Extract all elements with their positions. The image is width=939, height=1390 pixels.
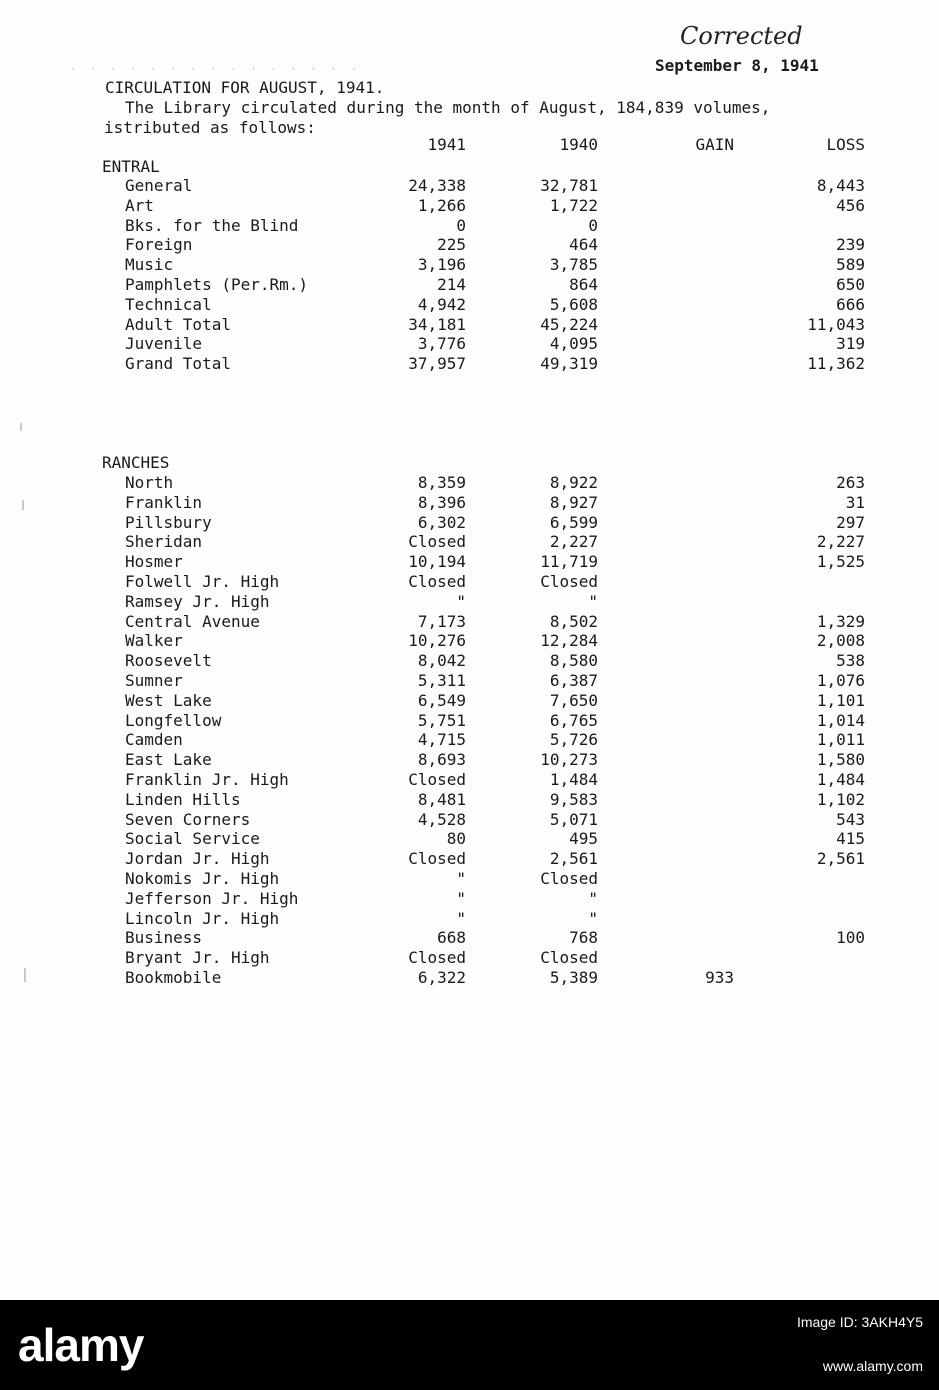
- cell-1941: ": [456, 888, 466, 908]
- row-label: Camden: [125, 730, 183, 750]
- brand-logo: alamy: [18, 1319, 144, 1371]
- scan-speck: [20, 423, 22, 431]
- cell-1940: 1,722: [549, 195, 598, 215]
- cell-loss: 319: [836, 334, 865, 354]
- row-label: Grand Total: [125, 354, 231, 374]
- row-label: Technical: [125, 294, 212, 314]
- document-date: September 8, 1941: [655, 56, 819, 75]
- row-label: Sheridan: [125, 532, 203, 552]
- cell-1940: 5,389: [549, 968, 598, 987]
- cell-1941: 8,396: [417, 492, 466, 512]
- cell-1941: 10,194: [408, 552, 466, 572]
- cell-loss: 543: [836, 809, 865, 829]
- row-label: Linden Hills: [125, 789, 241, 809]
- cell-1941: ": [456, 591, 466, 611]
- cell-loss: 415: [836, 829, 865, 849]
- cell-1941: 3,776: [417, 334, 466, 354]
- cell-1940: 864: [569, 275, 598, 294]
- row-label: Ramsey Jr. High: [125, 591, 270, 611]
- cell-loss: 11,043: [807, 314, 865, 334]
- cell-1940: 5,071: [549, 809, 598, 829]
- cell-loss: 31: [845, 492, 865, 512]
- cell-1940: 464: [569, 235, 598, 255]
- scan-speck: [24, 968, 26, 982]
- cell-loss: 1,329: [816, 611, 865, 631]
- cell-1941: 10,276: [408, 631, 466, 651]
- cell-loss: 589: [836, 255, 865, 275]
- cell-1940: 49,319: [540, 354, 598, 374]
- cell-loss: 297: [836, 512, 865, 532]
- cell-loss: 456: [836, 195, 865, 215]
- row-label: Pillsbury: [125, 512, 212, 532]
- cell-1940: 11,719: [540, 552, 598, 572]
- cell-1940: 8,502: [549, 611, 598, 631]
- row-label: Roosevelt: [125, 651, 212, 671]
- cell-1940: ": [588, 591, 598, 611]
- cell-loss: 1,014: [816, 710, 865, 730]
- row-label: East Lake: [125, 750, 212, 770]
- cell-1940: 495: [569, 829, 598, 849]
- cell-1940: 768: [569, 928, 598, 948]
- cell-1940: 9,583: [549, 789, 598, 809]
- cell-loss: 538: [836, 651, 865, 671]
- cell-1941: Closed: [408, 532, 466, 552]
- cell-1941: Closed: [408, 948, 466, 968]
- cell-1941: 5,311: [417, 671, 466, 690]
- row-label: Pamphlets (Per.Rm.): [125, 275, 309, 294]
- cell-1941: 80: [446, 829, 466, 849]
- cell-1940: 45,224: [540, 314, 598, 334]
- cell-loss: 8,443: [816, 176, 865, 195]
- cell-1940: 3,785: [549, 255, 598, 275]
- cell-1940: 8,927: [549, 492, 598, 512]
- cell-1941: 24,338: [408, 176, 466, 195]
- cell-1941: 8,042: [417, 651, 466, 671]
- cell-1941: 34,181: [408, 314, 466, 334]
- row-label: Music: [125, 255, 174, 275]
- intro-line: The Library circulated during the month of August, 184,839 volumes,: [125, 98, 771, 117]
- cell-1941: 6,302: [417, 512, 466, 532]
- row-label: Franklin: [125, 492, 203, 512]
- row-label: Jefferson Jr. High: [125, 888, 299, 908]
- row-label: Folwell Jr. High: [125, 572, 280, 591]
- cell-1940: 6,599: [549, 512, 598, 532]
- cell-1941: 668: [437, 928, 466, 948]
- cell-loss: 1,484: [816, 770, 865, 789]
- cell-1941: ": [456, 869, 466, 888]
- cell-1941: 4,942: [417, 294, 466, 314]
- cell-loss: 650: [836, 275, 865, 294]
- document-title: CIRCULATION FOR AUGUST, 1941.: [105, 78, 385, 97]
- cell-1940: 0: [588, 215, 598, 235]
- row-label: General: [125, 176, 193, 195]
- row-label: Longfellow: [125, 710, 222, 730]
- cell-1940: 5,726: [549, 730, 598, 750]
- cell-loss: 1,525: [816, 552, 865, 572]
- cell-1941: 7,173: [417, 611, 466, 631]
- row-label: Bookmobile: [125, 968, 222, 987]
- cell-1941: 4,715: [417, 730, 466, 750]
- cell-1941: 8,359: [417, 473, 466, 492]
- row-label: Business: [125, 928, 203, 948]
- cell-1941: 0: [456, 215, 466, 235]
- column-header-loss: LOSS: [826, 135, 865, 154]
- cell-1941: Closed: [408, 849, 466, 869]
- cell-loss: 1,101: [816, 690, 865, 710]
- row-label: Adult Total: [125, 314, 231, 334]
- column-header-1941: 1941: [427, 135, 466, 154]
- cell-1940: 2,227: [549, 532, 598, 552]
- row-label: Lincoln Jr. High: [125, 908, 280, 928]
- cell-loss: 239: [836, 235, 865, 255]
- cell-loss: 1,102: [816, 789, 865, 809]
- row-label: Art: [125, 195, 154, 215]
- cell-loss: 1,011: [816, 730, 865, 750]
- row-label: West Lake: [125, 690, 212, 710]
- cell-1941: 225: [437, 235, 466, 255]
- cell-loss: 2,008: [816, 631, 865, 651]
- row-label: Nokomis Jr. High: [125, 869, 280, 888]
- row-label: Walker: [125, 631, 183, 651]
- cell-1940: Closed: [540, 948, 598, 968]
- row-label: Juvenile: [125, 334, 203, 354]
- cell-1940: Closed: [540, 572, 598, 591]
- column-header-1940: 1940: [559, 135, 598, 154]
- row-label: Social Service: [125, 829, 260, 849]
- cell-loss: 2,561: [816, 849, 865, 869]
- cell-1940: 8,922: [549, 473, 598, 492]
- cell-1941: 1,266: [417, 195, 466, 215]
- cell-loss: 263: [836, 473, 865, 492]
- intro-line-2: istributed as follows:: [104, 118, 316, 137]
- cell-1941: 37,957: [408, 354, 466, 374]
- cell-1940: 32,781: [540, 176, 598, 195]
- cell-1941: 5,751: [417, 710, 466, 730]
- cell-1941: 4,528: [417, 809, 466, 829]
- scan-speck: [22, 500, 24, 510]
- cell-1941: ": [456, 908, 466, 928]
- row-label: Bks. for the Blind: [125, 215, 299, 235]
- cell-1940: 5,608: [549, 294, 598, 314]
- scan-dots: · · · · · · · · · · · · · · ·: [70, 64, 361, 75]
- cell-1941: Closed: [408, 770, 466, 789]
- row-label: Central Avenue: [125, 611, 260, 631]
- cell-1940: ": [588, 888, 598, 908]
- cell-loss: 1,076: [816, 671, 865, 690]
- cell-1940: 7,650: [549, 690, 598, 710]
- cell-loss: 2,227: [816, 532, 865, 552]
- row-label: Sumner: [125, 671, 183, 690]
- cell-1940: 10,273: [540, 750, 598, 770]
- image-id: Image ID: 3AKH4Y5: [796, 1314, 923, 1330]
- cell-1940: 8,580: [549, 651, 598, 671]
- cell-1940: ": [588, 908, 598, 928]
- footer-url: www.alamy.com: [822, 1358, 923, 1374]
- cell-1941: 8,693: [417, 750, 466, 770]
- row-label: Seven Corners: [125, 809, 251, 829]
- cell-gain: 933: [705, 968, 734, 987]
- stock-footer: [0, 1300, 939, 1390]
- cell-1940: 6,387: [549, 671, 598, 690]
- cell-1941: 6,322: [417, 968, 466, 987]
- cell-loss: 666: [836, 294, 865, 314]
- handwritten-note: Corrected: [680, 22, 803, 50]
- cell-1940: 1,484: [549, 770, 598, 789]
- cell-1941: 6,549: [417, 690, 466, 710]
- row-label: Foreign: [125, 235, 193, 255]
- row-label: Hosmer: [125, 552, 183, 572]
- row-label: Franklin Jr. High: [125, 770, 289, 789]
- cell-1940: Closed: [540, 869, 598, 888]
- cell-loss: 100: [836, 928, 865, 948]
- cell-loss: 1,580: [816, 750, 865, 770]
- cell-1941: 8,481: [417, 789, 466, 809]
- cell-1941: 3,196: [417, 255, 466, 275]
- section-heading-branches: RANCHES: [102, 453, 170, 472]
- cell-1940: 6,765: [549, 710, 598, 730]
- cell-1940: 12,284: [540, 631, 598, 651]
- row-label: North: [125, 473, 174, 492]
- cell-1941: 214: [437, 275, 466, 294]
- cell-1941: Closed: [408, 572, 466, 591]
- cell-1940: 4,095: [549, 334, 598, 354]
- row-label: Bryant Jr. High: [125, 948, 270, 968]
- column-header-gain: GAIN: [695, 135, 734, 154]
- row-label: Jordan Jr. High: [125, 849, 270, 869]
- cell-loss: 11,362: [807, 354, 865, 374]
- section-heading-central: ENTRAL: [102, 157, 160, 176]
- cell-1940: 2,561: [549, 849, 598, 869]
